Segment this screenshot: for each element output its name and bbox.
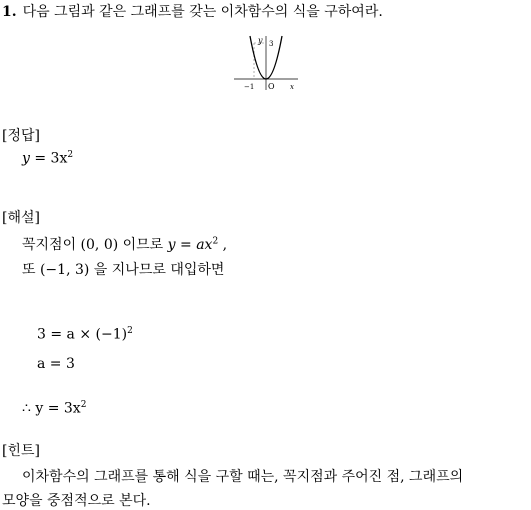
answer-exponent: 2 <box>67 150 74 160</box>
origin-label: O <box>268 82 275 91</box>
point-label: 3 <box>269 40 274 48</box>
answer-lhs: y <box>22 150 30 167</box>
hint-line-1: 이차함수의 그래프를 통해 식을 구할 때는, 꼭지점과 주어진 점, 그래프의 <box>22 469 464 485</box>
question-text: 다음 그림과 같은 그래프를 갖는 이차함수의 식을 구하여라. <box>22 4 383 20</box>
conclusion <box>22 400 86 417</box>
explanation-line-1-comma: , <box>222 237 228 253</box>
step-1-exponent: 2 <box>127 326 133 336</box>
explanation-line-2: 또 (−1, 3) 을 지나므로 대입하면 <box>22 262 225 278</box>
conclusion-text: ∴ y = 3x <box>22 400 81 417</box>
step-1-text: 3 = a × (−1) <box>37 326 128 343</box>
y-axis-label: y <box>258 36 263 45</box>
explanation-line-1 <box>22 234 227 254</box>
step-2: a = 3 <box>37 356 75 372</box>
explanation-heading: [해설] <box>2 210 40 226</box>
conclusion-exponent: 2 <box>80 400 87 410</box>
question-number: 1. <box>2 4 17 20</box>
x-axis-label: x <box>290 83 294 91</box>
explanation-line-1-formula: y = ax <box>167 237 213 253</box>
question <box>2 1 383 21</box>
hint-heading: [힌트] <box>2 443 40 459</box>
answer-formula <box>22 150 73 167</box>
answer-rhs: = 3x <box>34 150 68 167</box>
parabola-graph <box>232 34 300 94</box>
answer-heading: [정답] <box>2 128 40 144</box>
hint-line-2: 모양을 중점적으로 본다. <box>2 493 151 509</box>
neg-one-label: −1 <box>244 83 255 91</box>
step-1 <box>37 326 133 343</box>
explanation-line-1-text: 꼭지점이 (0, 0) 이므로 <box>22 237 164 253</box>
explanation-line-1-exponent: 2 <box>212 236 219 247</box>
